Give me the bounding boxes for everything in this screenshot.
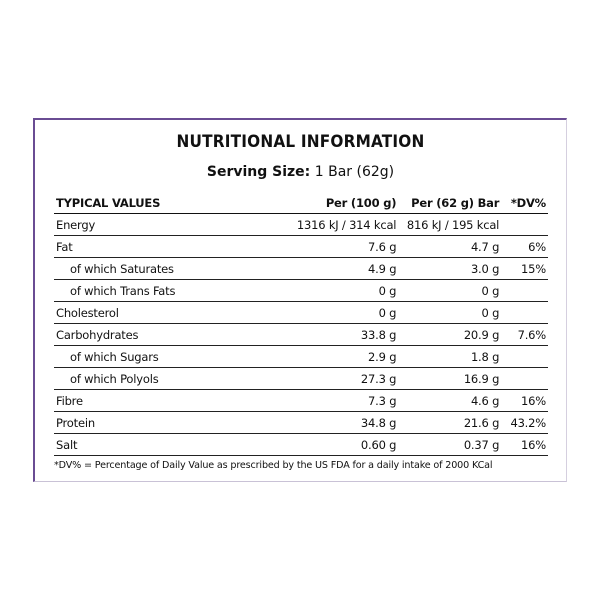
row-per-bar: 1.8 g [398,346,501,368]
row-name: Protein [54,412,274,434]
row-name: Cholesterol [54,302,274,324]
header-typical-values: TYPICAL VALUES [54,192,274,214]
row-per-100g: 0 g [274,302,398,324]
row-name: of which Sugars [54,346,274,368]
row-name: Fat [54,236,274,258]
row-dv: 16% [501,390,548,412]
row-per-100g: 2.9 g [274,346,398,368]
row-per-bar: 21.6 g [398,412,501,434]
row-name: Salt [54,434,274,456]
row-name: of which Trans Fats [54,280,274,302]
row-per-bar: 816 kJ / 195 kcal [398,214,501,236]
row-per-100g: 27.3 g [274,368,398,390]
row-per-bar: 4.6 g [398,390,501,412]
table-row [54,346,548,368]
row-dv [501,302,548,324]
row-per-100g: 0 g [274,280,398,302]
table-row [54,434,548,456]
row-per-100g: 0.60 g [274,434,398,456]
row-per-bar: 20.9 g [398,324,501,346]
header-dv: *DV% [501,192,548,214]
serving-size [35,164,566,180]
row-per-bar: 0 g [398,302,501,324]
row-dv: 7.6% [501,324,548,346]
row-per-bar: 16.9 g [398,368,501,390]
table-row [54,258,548,280]
row-per-100g: 33.8 g [274,324,398,346]
row-dv: 16% [501,434,548,456]
table-row [54,302,548,324]
row-dv: 43.2% [501,412,548,434]
row-per-100g: 34.8 g [274,412,398,434]
table-header-row [54,192,548,214]
row-per-bar: 4.7 g [398,236,501,258]
row-per-100g: 7.3 g [274,390,398,412]
row-name: Energy [54,214,274,236]
row-per-bar: 3.0 g [398,258,501,280]
table-row [54,214,548,236]
header-per-100g: Per (100 g) [274,192,398,214]
serving-size-label: Serving Size: [206,164,311,180]
row-dv [501,346,548,368]
row-per-100g: 1316 kJ / 314 kcal [274,214,398,236]
nutrition-panel [33,118,567,482]
row-dv [501,280,548,302]
row-name: of which Polyols [54,368,274,390]
header-per-bar: Per (62 g) Bar [398,192,501,214]
table-row [54,390,548,412]
footnote: *DV% = Percentage of Daily Value as prescribed by the US FDA for a daily intake of 2000 KCal [54,460,493,471]
table-row [54,324,548,346]
table-row [54,368,548,390]
row-dv: 15% [501,258,548,280]
nutrition-table [54,192,548,456]
row-per-bar: 0.37 g [398,434,501,456]
table-row [54,412,548,434]
row-name: Fibre [54,390,274,412]
row-per-bar: 0 g [398,280,501,302]
table-row [54,236,548,258]
row-dv [501,368,548,390]
row-name: Carbohydrates [54,324,274,346]
row-dv: 6% [501,236,548,258]
table-row [54,280,548,302]
serving-size-value: 1 Bar (62g) [314,164,395,180]
row-name: of which Saturates [54,258,274,280]
row-per-100g: 4.9 g [274,258,398,280]
panel-title: NUTRITIONAL INFORMATION [176,132,425,152]
row-dv [501,214,548,236]
row-per-100g: 7.6 g [274,236,398,258]
